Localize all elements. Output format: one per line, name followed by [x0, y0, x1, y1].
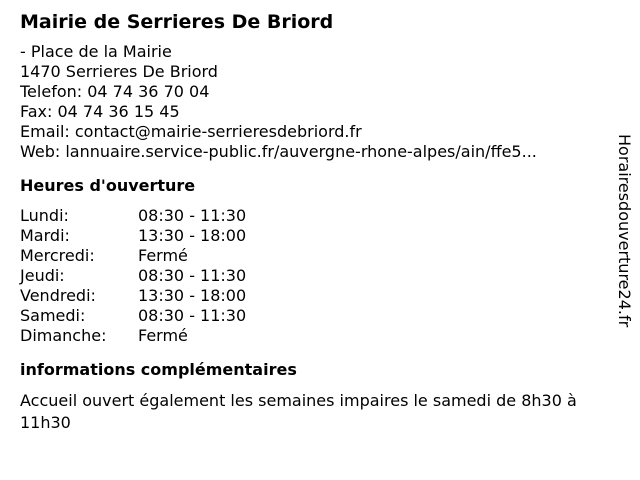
hours-time: Fermé — [138, 246, 188, 265]
page-title: Mairie de Serrieres De Briord — [20, 11, 334, 33]
info-heading: informations complémentaires — [20, 360, 297, 379]
hours-row — [20, 226, 246, 246]
hours-day: Samedi: — [20, 306, 86, 325]
hours-row — [20, 326, 246, 346]
side-brand-text: Horairesdouverture24.fr — [615, 134, 634, 328]
hours-time: Fermé — [138, 326, 188, 345]
hours-row — [20, 206, 246, 226]
hours-day: Vendredi: — [20, 286, 96, 305]
address-street: - Place de la Mairie — [20, 42, 172, 61]
hours-table — [20, 206, 246, 346]
hours-row — [20, 246, 246, 266]
hours-heading: Heures d'ouverture — [20, 176, 196, 195]
hours-row — [20, 286, 246, 306]
phone-line: Telefon: 04 74 36 70 04 — [20, 82, 210, 101]
hours-row — [20, 306, 246, 326]
hours-day: Mardi: — [20, 226, 70, 245]
hours-time: 08:30 - 11:30 — [138, 306, 247, 325]
hours-time: 08:30 - 11:30 — [138, 206, 247, 225]
hours-day: Lundi: — [20, 206, 69, 225]
hours-time: 13:30 - 18:00 — [138, 226, 247, 245]
hours-time: 13:30 - 18:00 — [138, 286, 247, 305]
side-brand-watermark — [612, 134, 636, 350]
address-city: 1470 Serrieres De Briord — [20, 62, 218, 81]
fax-line: Fax: 04 74 36 15 45 — [20, 102, 180, 121]
hours-day: Mercredi: — [20, 246, 95, 265]
info-text: Accueil ouvert également les semaines impaires le samedi de 8h30 à 11h30 — [20, 391, 577, 432]
page-content — [20, 10, 620, 434]
address-block — [20, 42, 620, 162]
web-line: Web: lannuaire.service-public.fr/auvergne-rhone-alpes/ain/ffe5... — [20, 142, 537, 161]
hours-row — [20, 266, 246, 286]
email-line: Email: contact@mairie-serrieresdebriord.fr — [20, 122, 362, 141]
hours-day: Dimanche: — [20, 326, 107, 345]
hours-day: Jeudi: — [20, 266, 65, 285]
hours-time: 08:30 - 11:30 — [138, 266, 247, 285]
